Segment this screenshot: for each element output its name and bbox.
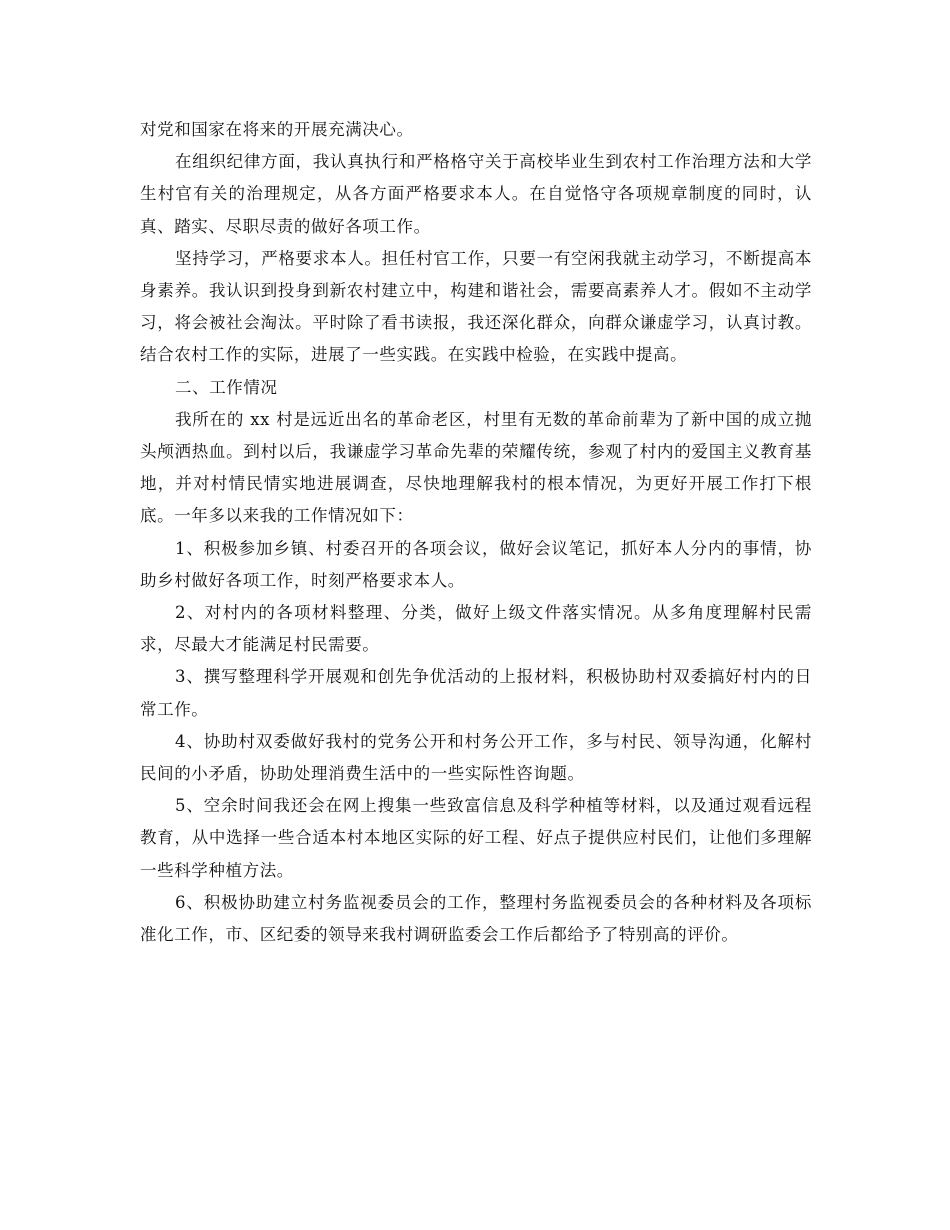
paragraph-3: 坚持学习，严格要求本人。担任村官工作，只要一有空闲我就主动学习，不断提高本身素养。我认识到投身到新农村建立中，构建和谐社会，需要高素养人才。假如不主动学习，将会被社会淘汰。平时除了看书读报，我还深化群众，向群众谦虚学习，认真讨教。结合农村工作的实际，进展了一些实践。在实践中检验，在实践中提高。 (140, 248, 812, 365)
document-body (140, 114, 812, 951)
paragraph-1: 对党和国家在将来的开展充满决心。 (140, 120, 414, 139)
list-item-6: 6、积极协助建立村务监视委员会的工作，整理村务监视委员会的各种材料及各项标准化工作，市、区纪委的领导来我村调研监委会工作后都给予了特别高的评价。 (140, 892, 812, 945)
list-item-1: 1、积极参加乡镇、村委召开的各项会议，做好会议笔记，抓好本人分内的事情，协助乡村做好各项工作，时刻严格要求本人。 (140, 538, 812, 590)
section-heading: 二、工作情况 (175, 377, 278, 397)
list-item-3: 3、撰写整理科学开展观和创先争优活动的上报材料，积极协助村双委搞好村内的日常工作。 (140, 667, 812, 719)
list-item-2: 2、对村内的各项材料整理、分类，做好上级文件落实情况。从多角度理解村民需求，尽最大才能满足村民需要。 (140, 603, 812, 655)
list-item-5: 5、空余时间我还会在网上搜集一些致富信息及科学种植等材料，以及通过观看远程教育，从中选择一些合适本村本地区实际的好工程、好点子提供应村民们，让他们多理解一些科学种植方法。 (140, 796, 812, 880)
paragraph-5: 我所在的 xx 村是远近出名的革命老区，村里有无数的革命前辈为了新中国的成立抛头颅洒热血。到村以后，我谦虚学习革命先辈的荣耀传统，参观了村内的爱国主义教育基地，并对村情民情实地进展调查，尽快地理解我村的根本情况，为更好开展工作打下根底。一年多以来我的工作情况如下： (140, 409, 812, 526)
paragraph-2: 在组织纪律方面，我认真执行和严格格守关于高校毕业生到农村工作治理方法和大学生村官有关的治理规定，从各方面严格要求本人。在自觉恪守各项规章制度的同时，认真、踏实、尽职尽责的做好各项工作。 (140, 152, 812, 236)
list-item-4: 4、协助村双委做好我村的党务公开和村务公开工作，多与村民、领导沟通，化解村民间的小矛盾，协助处理消费生活中的一些实际性咨询题。 (140, 731, 812, 784)
